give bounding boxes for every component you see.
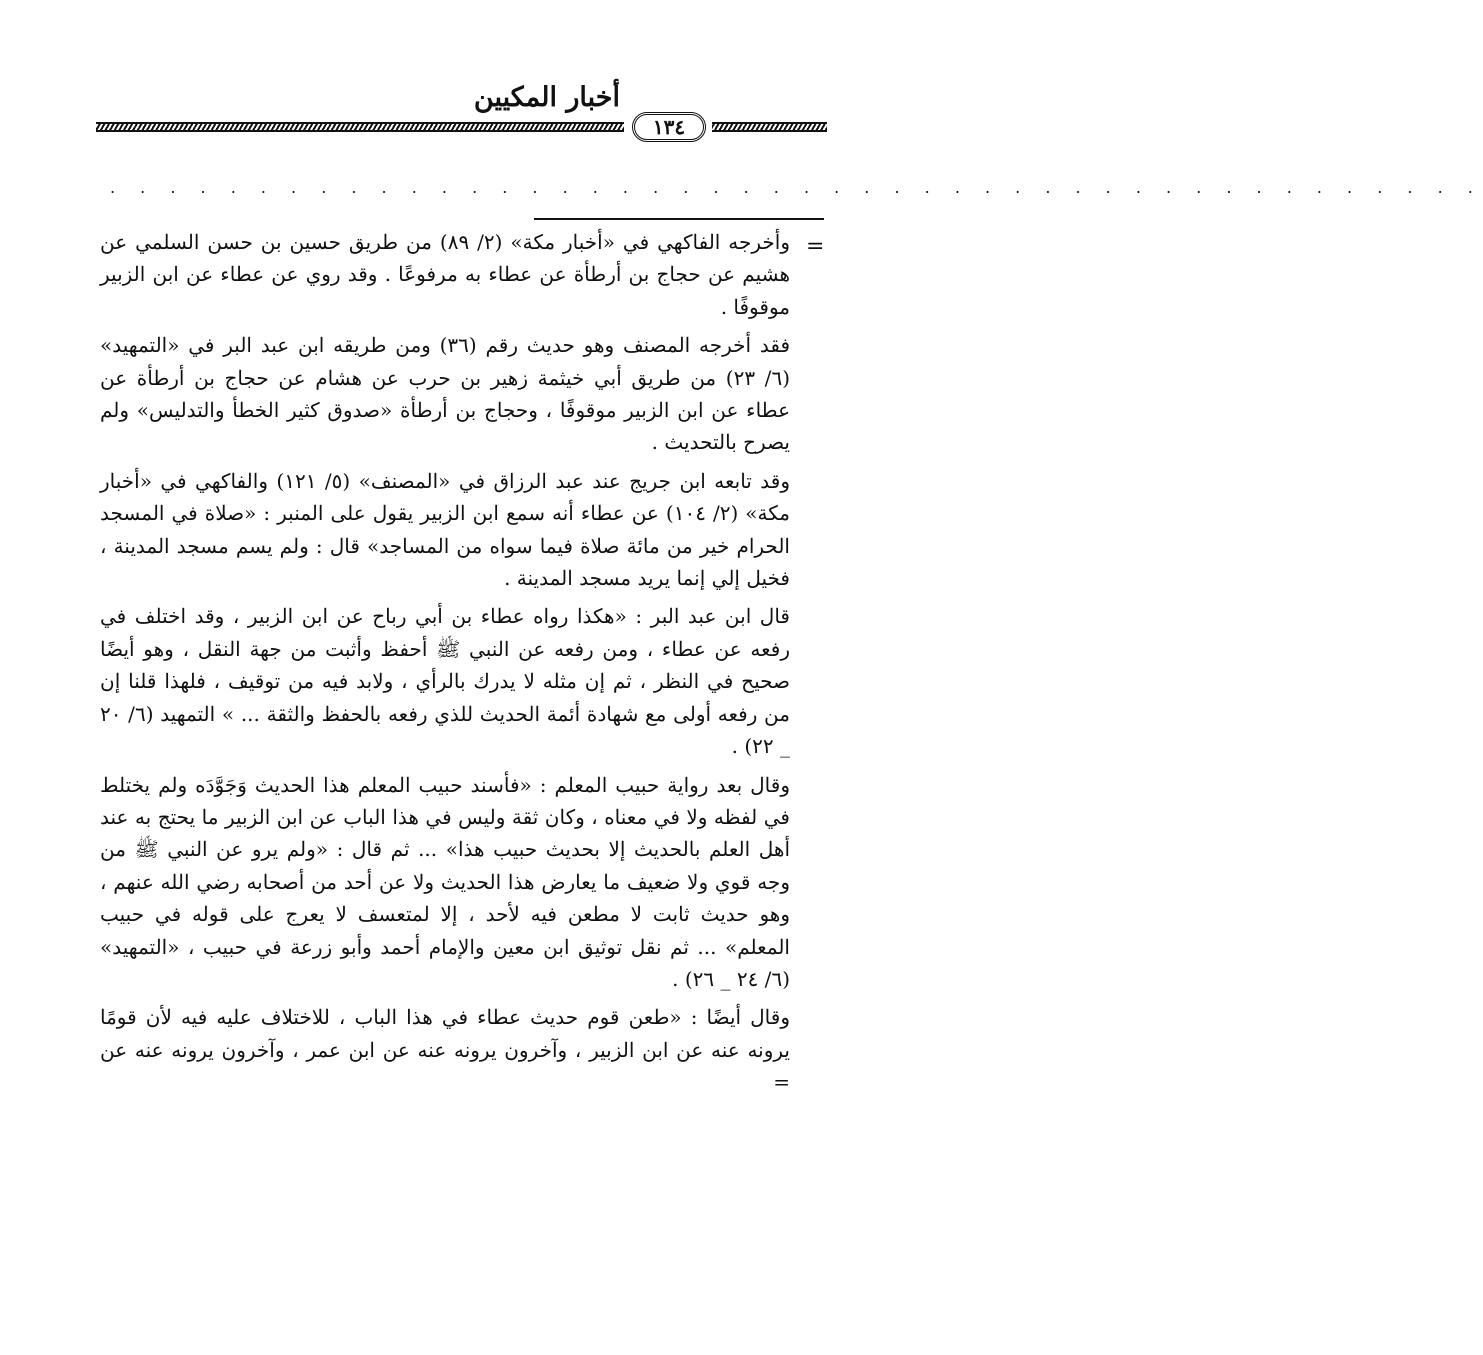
footnote-paragraph: وقال أيضًا : «طعن قوم حديث عطاء في هذا الباب ، للاختلاف عليه فيه لأن قومًا يرونه عنه عن ابن الزبير ، وآخرون يرونه عنه عن ابن عمر ، وآخرون يرونه عنه عن = [100, 1005, 790, 1095]
footnote-paragraph: فقد أخرجه المصنف وهو حديث رقم (٣٦) ومن طريقه ابن عبد البر في «التمهيد» (٦/ ٢٣) من طريق أبي خيثمة زهير بن حرب عن هشام عن حجاج بن أرطأة عن عطاء عن ابن الزبير موقوفًا ، وحجاج بن أرطأة «صدوق كثير الخطأ والتدليس» ولم يصرح بالتحديث . [100, 333, 791, 455]
footnote-body [100, 226, 790, 1105]
footnote-paragraph: وقال بعد رواية حبيب المعلم : «فأسند حبيب المعلم هذا الحديث وَجَوَّدَه ولم يختلط في لفظه ولا في معناه ، وكان ثقة وليس في هذا الباب عن ابن الزبير ما يحتج به عند أهل العلم بالحديث إلا بحديث حبيب هذا» ... ثم قال : «ولم يرو عن النبي ﷺ من وجه قوي ولا ضعيف ما يعارض هذا الحديث ولا عن أحد من أصحابه رضي الله عنهم ، وهو حديث ثابت لا مطعن فيه لأحد ، إلا لمتعسف لا يعرج على قوله في حبيب المعلم» ... ثم نقل توثيق ابن معين والإمام أحمد وأبو زرعة في حبيب ، «التمهيد» (٦/ ٢٤ _ ٢٦) . [100, 772, 790, 991]
page-number-badge: ١٣٤ [632, 112, 706, 142]
running-header-title: أخبار المكيين [473, 82, 620, 113]
header-rule-left [96, 122, 624, 132]
dotted-separator: . . . . . . . . . . . . . . . . . . . . . . . . . . . . . . . . . . . . . . . . . . . . . . [110, 178, 1483, 197]
footnote-paragraph: وأخرجه الفاكهي في «أخبار مكة» (٢/ ٨٩) من طريق حسين بن حسن السلمي عن هشيم عن حجاج بن أرطأة عن عطاء به مرفوعًا . وقد روي عن عطاء عن ابن الزبير موقوفًا . [100, 230, 790, 319]
footnote-paragraph: وقد تابعه ابن جريج عند عبد الرزاق في «المصنف» (٥/ ١٢١) والفاكهي في «أخبار مكة» (٢/ ١٠٤) عن عطاء أنه سمع ابن الزبير يقول على المنبر : «صلاة في المسجد الحرام خير من مائة صلاة فيما سواه من المساجد» قال : ولم يسم مسجد المدينة ، فخيل إلي إنما يريد مسجد المدينة . [100, 468, 790, 591]
header-rule-right [712, 122, 827, 132]
continuation-mark: = [806, 234, 825, 259]
footnote-rule [534, 218, 824, 220]
footnote-paragraph: قال ابن عبد البر : «هكذا رواه عطاء بن أبي رباح عن ابن الزبير ، وقد اختلف في رفعه عن عطاء ، ومن رفعه عن النبي ﷺ أحفظ وأثبت من جهة النقل ، وهو أيضًا صحيح في النظر ، ثم إن مثله لا يدرك بالرأي ، ولابد فيه من توقيف ، فلهذا قلنا إن من رفعه أولى مع شهادة أئمة الحديث للذي رفعه بالحفظ والثقة ... » التمهيد (٦/ ٢٠ _ ٢٢) . [100, 604, 790, 759]
